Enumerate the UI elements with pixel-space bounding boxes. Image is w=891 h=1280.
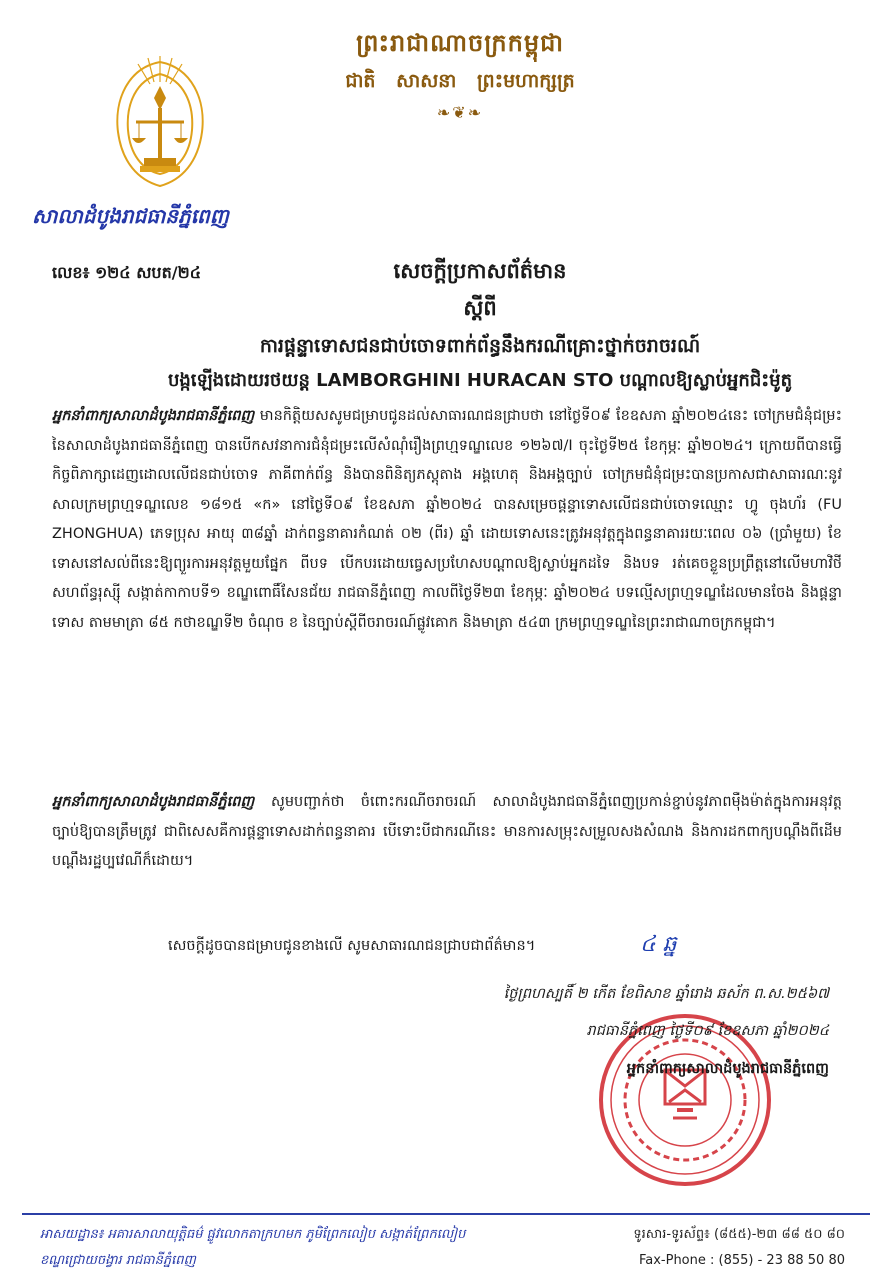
paragraph-1	[52, 402, 842, 638]
footer-divider	[22, 1213, 870, 1215]
announcement-subject-line2: បង្កឡើងដោយរថយន្ត LAMBORGHINI HURACAN STO បណ្តាលឱ្យស្លាប់អ្នកជិះម៉ូតូ	[167, 370, 793, 391]
kingdom-motto: ជាតិ សាសនា ព្រះមហាក្សត្រ	[345, 70, 575, 92]
fax-phone: Fax-Phone : (855) - 23 88 50 80	[638, 1253, 845, 1268]
paragraph-2	[52, 788, 842, 877]
court-emblem-icon	[108, 52, 212, 200]
lunar-date: ថ្ងៃព្រហស្បតិ៍ ២ កើត ខែពិសាខ ឆ្នាំរោង ឆស័ក ព.ស.២៥៦៧	[503, 986, 829, 1002]
spokesperson-lead: អ្នកនាំពាក្យសាលាដំបូងរាជធានីភ្នំពេញ	[52, 794, 255, 810]
footer-contact	[633, 1222, 845, 1274]
kingdom-header	[320, 28, 600, 122]
reference-number: លេខ៖ ១២៤ សបត/២៤	[52, 263, 202, 282]
announcement-subject-line1: ការផ្តន្ទាទោសជនជាប់ចោទពាក់ព័ន្ធនឹងករណីគ្រោះថ្នាក់ចរាចរណ៍	[259, 335, 701, 357]
announcement-titles	[110, 258, 850, 395]
closing-line: សេចក្តីដូចបានជម្រាបជូនខាងលើ សូមសាធារណជនជ្រាបជាព័ត៌មាន។	[168, 938, 536, 954]
announcement-title: សេចក្តីប្រកាសព័ត៌មាន	[393, 259, 567, 283]
phone-khmer: ទូរសារ-ទូរស័ព្ទ៖ (៨៥៥)-២៣ ៨៨ ៥០ ៨០	[633, 1227, 845, 1242]
ornament-divider: ❧❦❧	[436, 103, 484, 122]
announcement-subject-label: ស្តីពី	[463, 296, 497, 320]
paragraph-2-body: សូមបញ្ជាក់ថា ចំពោះករណីចរាចរណ៍ សាលាដំបូងរាជធានីភ្នំពេញប្រកាន់ខ្ជាប់នូវភាពម៉ឺងម៉ាត់ក្នុងការអនុវត្តច្បាប់ឱ្យបានត្រឹមត្រូវ ជាពិសេសគឺការផ្តន្ទាទោសដាក់ពន្ធនាគារ បើទោះបីជាករណីនេះ មានការសម្រុះសម្រួលសងសំណង និងការដកពាក្យបណ្តឹងពីដើមបណ្តឹងរដ្ឋប្បវេណីក៏ដោយ។	[52, 794, 842, 869]
footer-address	[40, 1222, 465, 1274]
spokesperson-lead: អ្នកនាំពាក្យសាលាដំបូងរាជធានីភ្នំពេញ	[52, 408, 255, 424]
address-line-2: ខណ្ឌជ្រោយចង្វារ រាជធានីភ្នំពេញ	[40, 1253, 196, 1268]
court-name: សាលាដំបូងរាជធានីភ្នំពេញ	[32, 204, 229, 228]
address-line-1: អាសយដ្ឋាន៖ អគារសាលាយុត្តិធម៌ ផ្លូវលោកតាក្រហមក ភូមិព្រែកលៀប សង្កាត់ព្រែកលៀប	[40, 1227, 466, 1242]
kingdom-title: ព្រះរាជាណាចក្រកម្ពុជា	[356, 29, 564, 57]
handwritten-initials: ៤ ឆ្ន	[640, 932, 677, 957]
solar-date: រាជធានីភ្នំពេញ ថ្ងៃទី០៩ ខែឧសភា ឆ្នាំ២០២៤	[586, 1023, 829, 1039]
paragraph-1-body: មានកិត្តិយសសូមជម្រាបជូនដល់សាធារណជនជ្រាបថា នៅថ្ងៃទី០៩ ខែឧសភា ឆ្នាំ២០២៤នេះ ចៅក្រមជំនុំជម្រះនៃសាលាដំបូងរាជធានីភ្នំពេញ បានបើកសវនាការជំនុំជម្រះលើសំណុំរឿងព្រហ្មទណ្ឌលេខ ១២៦៧/I ចុះថ្ងៃទី២៥ ខែកុម្ភៈ ឆ្នាំ២០២៤។ ក្រោយពីបានធ្វើកិច្ចពិភាក្សាដេញដោលលើជនជាប់ចោទ ភាគីពាក់ព័ន្ធ និងបានពិនិត្យភស្តុតាង អង្គហេតុ និងអង្គច្បាប់ ចៅក្រមជំនុំជម្រះបានប្រកាសជាសាធារណៈនូវសាលក្រមព្រហ្មទណ្ឌលេខ ១៨១៥ «ក» នៅថ្ងៃទី០៩ ខែឧសភា ឆ្នាំ២០២៤ បានសម្រេចផ្តន្ទាទោសលើជនជាប់ចោទឈ្មោះ ហ្វូ ចុងហ័រ (FU ZHONGHUA) ភេទប្រុស អាយុ ៣៨ឆ្នាំ ដាក់ពន្ធនាគារកំណត់ ០២ (ពីរ) ឆ្នាំ ដោយទោសនេះត្រូវអនុវត្តក្នុងពន្ធនាគាររយៈពេល ០៦ (ប្រាំមួយ) ខែ ទោសនៅសល់ពីនេះឱ្យព្យួរការអនុវត្តមួយផ្នែក ពីបទ បើកបរដោយធ្វេសប្រហែសបណ្តាលឱ្យស្លាប់អ្នកដទៃ និងបទ រត់គេចខ្លួនប្រព្រឹត្តនៅលើមហាវិថីសហព័ន្ធរុស្ស៊ី សង្កាត់កាកាបទី១ ខណ្ឌពោធិ៍សែនជ័យ រាជធានីភ្នំពេញ កាលពីថ្ងៃទី២៣ ខែកុម្ភៈ ឆ្នាំ២០២៤ បទល្មើសព្រហ្មទណ្ឌដែលមានចែង និងផ្តន្ទាទោស តាមមាត្រា ៨៥ កថាខណ្ឌទី២ ចំណុច ខ នៃច្បាប់ស្តីពីចរាចរណ៍ផ្លូវគោក និងមាត្រា ៥៤៣ ក្រមព្រហ្មទណ្ឌនៃព្រះរាជាណាចក្រកម្ពុជា។	[52, 408, 842, 631]
signer-title: អ្នកនាំពាក្យសាលាដំបូងរាជធានីភ្នំពេញ	[626, 1061, 829, 1077]
